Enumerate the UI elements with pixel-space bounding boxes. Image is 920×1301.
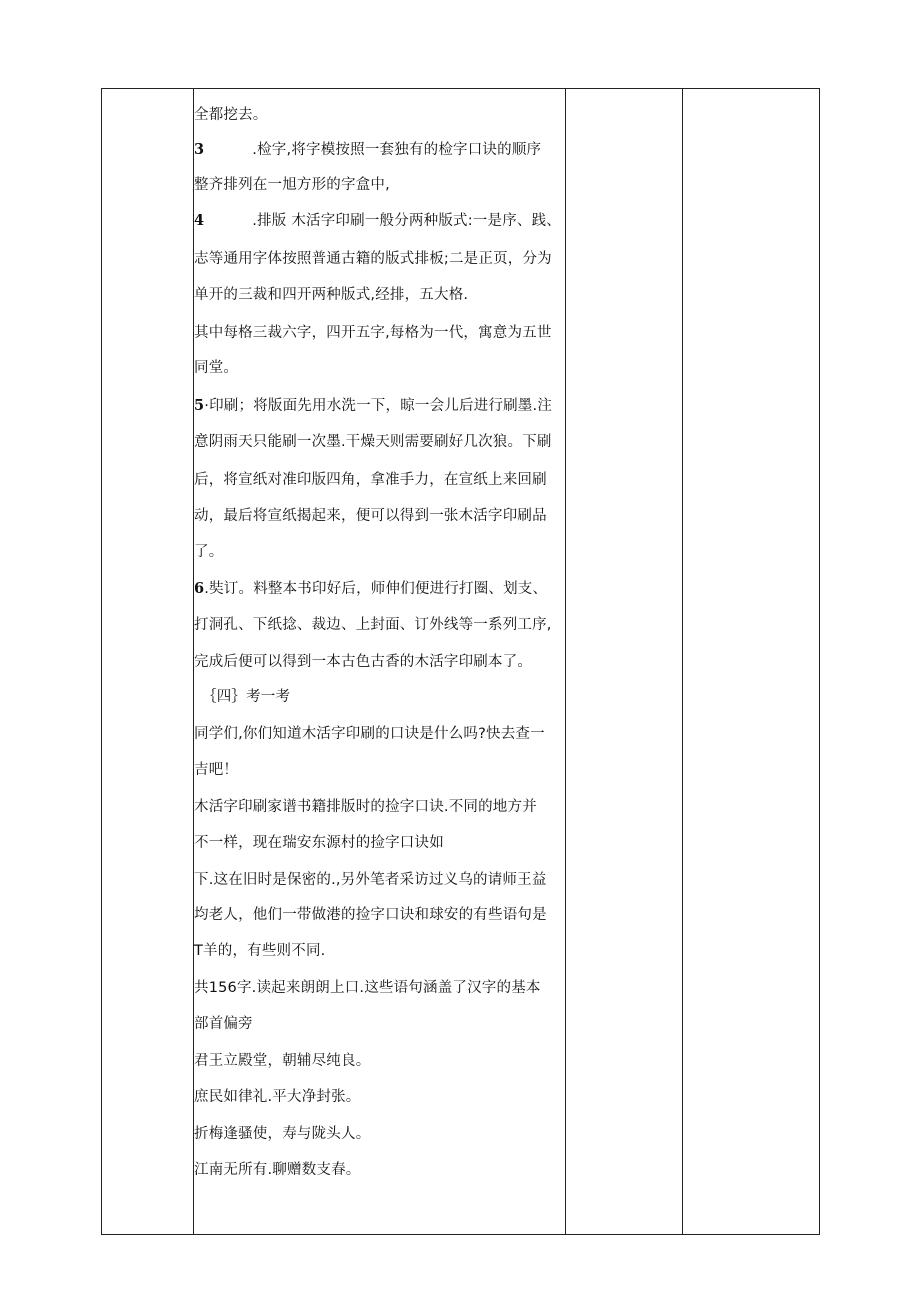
text-line: T羊的，有些则不同. bbox=[194, 943, 326, 959]
column-divider bbox=[682, 89, 683, 1234]
verse-line: 折梅逢骚使，寿与陇头人。 bbox=[194, 1126, 371, 1142]
text-line: 共156字.读起来朗朗上口.这些语句涵盖了汉字的基本 bbox=[194, 980, 541, 996]
text-line: 了。 bbox=[194, 544, 224, 560]
step-6-line: 6.奘订。料整本书印好后，师伸们便进行打圈、划支、 bbox=[194, 580, 548, 597]
text-line: 均老人，他们一带做港的捡字口诀和球安的有些语句是 bbox=[194, 907, 547, 923]
text-line: 下.这在旧时是保密的.,另外笔者采访过义乌的请师王益 bbox=[194, 872, 547, 888]
section-heading: ｛四｝考一考 bbox=[202, 689, 291, 705]
text-line: 其中每格三裁六字，四开五字,每格为一代，寓意为五世 bbox=[194, 325, 552, 341]
text-line: 打洞孔、下纸捻、裁边、上封面、订外线等一系列工序, bbox=[194, 617, 552, 633]
text-line: 同堂。 bbox=[194, 360, 239, 376]
text-line: 动，最后将宣纸揭起来，便可以得到一张木活字印刷品 bbox=[194, 508, 547, 524]
text-line: 全都挖去。 bbox=[194, 107, 268, 123]
verse-line: 江南无所有.聊赠数支春。 bbox=[194, 1162, 361, 1178]
text-line: 同学们,你们知道木活字印刷的口诀是什么吗?快去查一 bbox=[194, 726, 545, 742]
text-line: 后，将宣纸对准印版四角，拿准手力，在宣纸上来回刷 bbox=[194, 472, 547, 488]
text-line: 木活字印刷家谱书籍排版时的捡字口诀.不同的地方并 bbox=[194, 799, 537, 815]
text-line: 单开的三裁和四开两种版式,经排，五大格. bbox=[194, 287, 469, 303]
text-line: 整齐排列在一旭方形的字盒中, bbox=[194, 177, 390, 193]
text-line: 完成后便可以得到一本古色古香的木活字印刷本了。 bbox=[194, 654, 533, 670]
column-divider bbox=[565, 89, 566, 1234]
text-line: 部首偏旁 bbox=[194, 1016, 253, 1032]
verse-line: 庶民如律礼.平大净封张。 bbox=[194, 1089, 361, 1105]
text-line: 不一样，现在瑞安东源村的捡字口诀如 bbox=[194, 835, 444, 851]
text-line: 志等通用字体按照普通古籍的版式排板;二是正页，分为 bbox=[194, 251, 552, 267]
text-line: 吉吧！ bbox=[194, 762, 239, 778]
lesson-table bbox=[101, 88, 820, 1235]
step-3-line: 3 .检字,将字模按照一套独有的检字口诀的顺序 bbox=[194, 141, 542, 158]
step-4-line: 4 .排版 木活字印刷一般分两种版式:一是序、践、 bbox=[194, 212, 561, 229]
verse-line: 君王立殿堂，朝辅尽纯良。 bbox=[194, 1053, 371, 1069]
text-line: 意阴雨天只能刷一次墨.干燥天则需要刷好几次狼。下刷 bbox=[194, 434, 552, 450]
step-5-line: 5·印刷；将版面先用水洗一下，晾一会儿后进行刷墨.注 bbox=[194, 397, 553, 414]
